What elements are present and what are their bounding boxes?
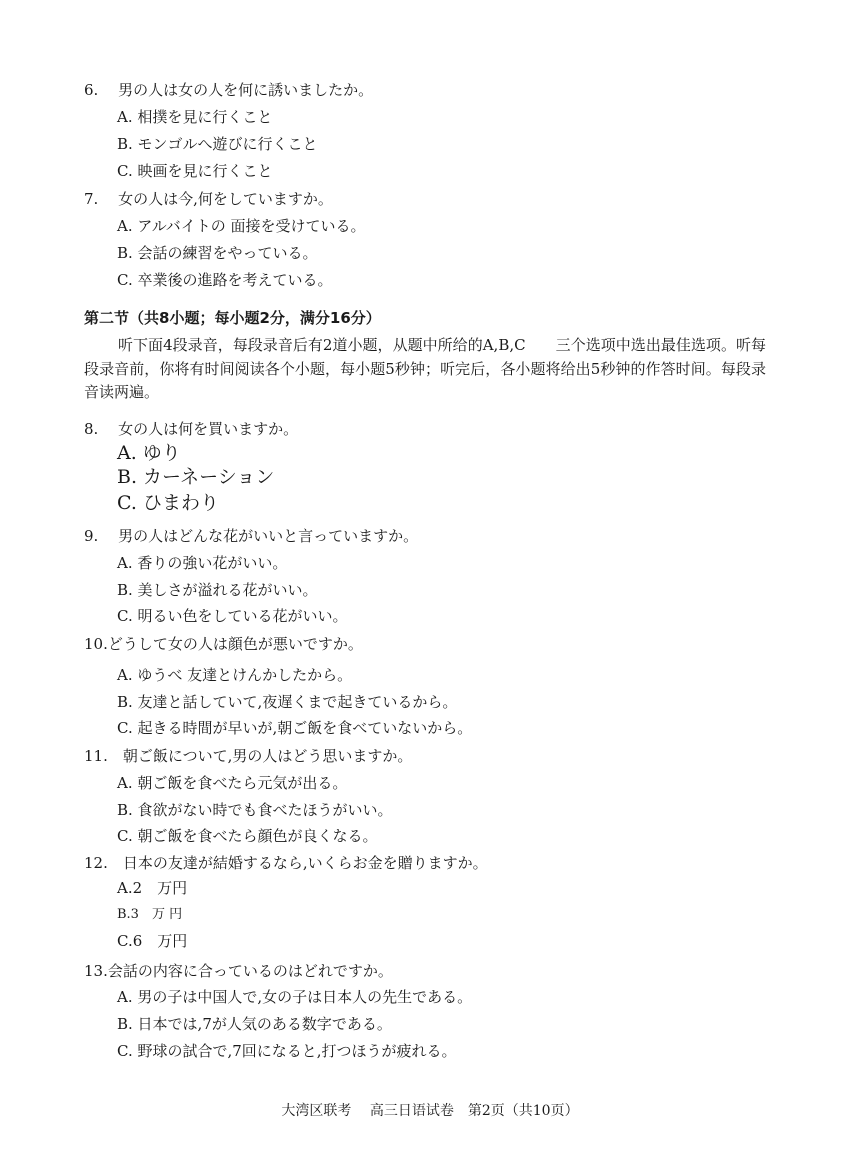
question-12 (84, 853, 488, 873)
question-number: 12. (84, 854, 108, 872)
question-number: 9. (84, 527, 99, 545)
question-number: 8. (84, 420, 99, 438)
question-8 (84, 419, 298, 439)
option-12a: A.2 万円 (117, 879, 188, 897)
option-12b: B.3 万 円 (117, 907, 183, 922)
question-number: 7. (84, 190, 99, 208)
option-6a: A. 相撲を見に行くこと (117, 108, 273, 126)
option-10a: A. ゆうべ 友達とけんかしたから。 (117, 666, 353, 684)
question-text: 会話の内容に合っているのはどれですか。 (107, 962, 393, 980)
question-text: 日本の友達が結婚するなら,いくらお金を贈りますか。 (122, 854, 488, 872)
section-instructions: 听下面4段录音，每段录音后有2道小题，从题中所给的A,B,C 三个选项中选出最佳选项。听每段录音前，你将有时间阅读各个小题，每小题5秒钟；听完后，各小题将给出5秒钟的作答时间。每段录音读两遍。 (84, 336, 766, 401)
section-heading: 第二节（共8小题；每小题2分，满分16分） (84, 309, 381, 327)
question-text: 朝ご飯について,男の人はどう思いますか。 (122, 747, 413, 765)
question-7 (84, 189, 333, 209)
question-text: 男の人はどんな花がいいと言っていますか。 (118, 527, 419, 545)
option-7c: C. 卒業後の進路を考えている。 (117, 271, 333, 289)
page-footer: 大湾区联考 高三日语试卷 第2页（共10页） (281, 1103, 579, 1119)
question-6 (84, 80, 373, 100)
option-8c: C. ひまわり (117, 492, 219, 514)
option-10c: C. 起きる時間が早いが,朝ご飯を食べていないから。 (117, 719, 473, 737)
option-6b: B. モンゴルへ遊びに行くこと (117, 135, 318, 153)
option-9c: C. 明るい色をしている花がいい。 (117, 607, 348, 625)
question-number: 6. (84, 81, 99, 99)
option-13c: C. 野球の試合で,7回になると,打つほうが疲れる。 (117, 1042, 457, 1060)
option-7b: B. 会話の練習をやっている。 (117, 244, 318, 262)
option-9a: A. 香りの強い花がいい。 (117, 554, 288, 572)
question-text: 女の人は何を買いますか。 (118, 420, 299, 438)
question-9 (84, 526, 418, 546)
question-13 (84, 961, 393, 981)
question-number: 13. (84, 962, 108, 980)
option-11b: B. 食欲がない時でも食べたほうがいい。 (117, 801, 393, 819)
option-6c: C. 映画を見に行くこと (117, 162, 273, 180)
question-number: 11. (84, 747, 108, 765)
option-7a: A. アルバイトの 面接を受けている。 (117, 217, 366, 235)
option-13b: B. 日本では,7が人気のある数字である。 (117, 1015, 392, 1033)
question-text: どうして女の人は顔色が悪いですか。 (107, 635, 363, 653)
option-8b: B. カーネーション (117, 466, 275, 488)
option-11a: A. 朝ご飯を食べたら元気が出る。 (117, 774, 348, 792)
option-10b: B. 友達と話していて,夜遅くまで起きているから。 (117, 693, 458, 711)
option-9b: B. 美しさが溢れる花がいい。 (117, 581, 318, 599)
question-text: 女の人は今,何をしていますか。 (118, 190, 333, 208)
option-12c: C.6 万円 (117, 932, 188, 950)
option-13a: A. 男の子は中国人で,女の子は日本人の先生である。 (117, 988, 473, 1006)
question-number: 10. (84, 635, 108, 653)
question-text: 男の人は女の人を何に誘いましたか。 (118, 81, 374, 99)
option-8a: A. ゆり (117, 442, 181, 464)
question-11 (84, 746, 412, 766)
question-10 (84, 634, 363, 654)
option-11c: C. 朝ご飯を食べたら顔色が良くなる。 (117, 827, 378, 845)
